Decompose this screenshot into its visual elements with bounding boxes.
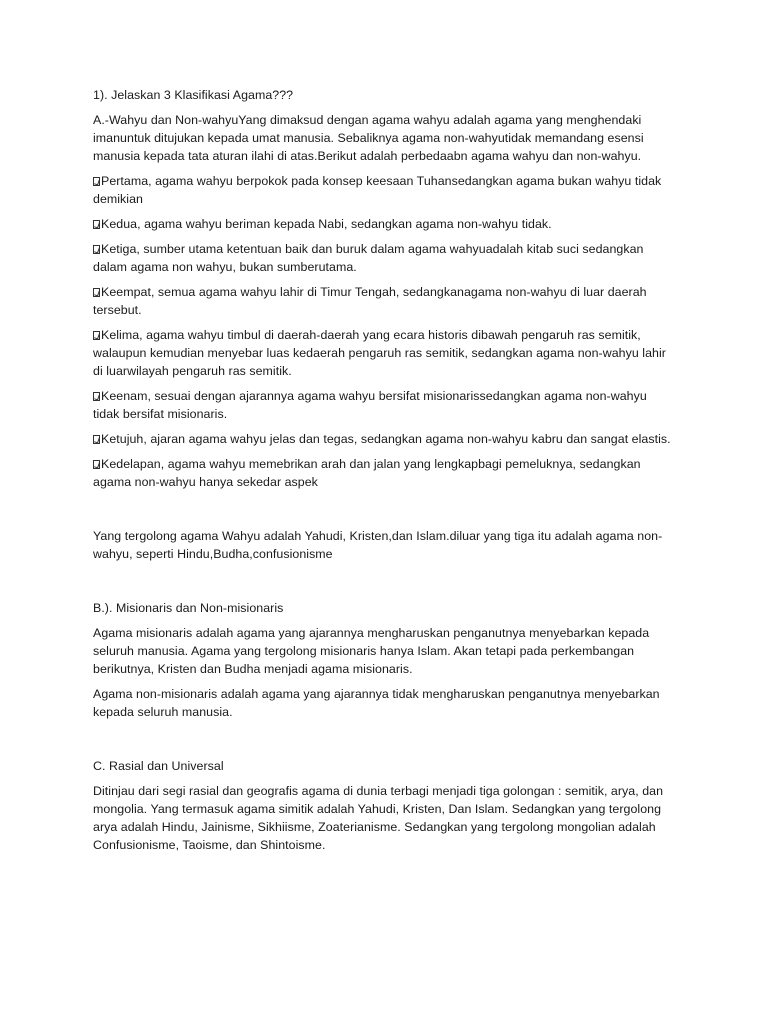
section-a-intro: A.-Wahyu dan Non-wahyuYang dimaksud dengan agama wahyu adalah agama yang menghendaki imanuntuk ditujukan kepada umat manusia. Sebaliknya agama non-wahyutidak memandang esensi manusia kepada tata aturan ilahi di atas.Berikut adalah perbedaabn agama wahyu dan non-wahyu.	[93, 113, 644, 163]
list-item: Ketujuh, ajaran agama wahyu jelas dan tegas, sedangkan agama non-wahyu kabru dan sangat elastis.	[93, 430, 673, 448]
document-body	[93, 86, 673, 861]
checkbox-bullet-icon	[93, 392, 100, 401]
list-item: Keempat, semua agama wahyu lahir di Timur Tengah, sedangkanagama non-wahyu di luar daerah tersebut.	[93, 285, 647, 317]
section-a-closing: Yang tergolong agama Wahyu adalah Yahudi, Kristen,dan Islam.diluar yang tiga itu adalah agama non-wahyu, seperti Hindu,Budha,confusionisme	[93, 529, 663, 561]
checkbox-bullet-icon	[93, 245, 100, 254]
section-b-heading: B.). Misionaris dan Non-misionaris	[93, 601, 284, 615]
list-item: Kedelapan, agama wahyu memebrikan arah dan jalan yang lengkapbagi pemeluknya, sedangkan agama non-wahyu hanya sekedar aspek	[93, 457, 641, 489]
list-item: Ketiga, sumber utama ketentuan baik dan buruk dalam agama wahyuadalah kitab suci sedangkan dalam agama non wahyu, bukan sumberutama.	[93, 242, 644, 274]
checkbox-bullet-icon	[93, 331, 100, 340]
section-b-paragraph-1: Agama misionaris adalah agama yang ajarannya mengharuskan penganutnya menyebarkan kepada seluruh manusia. Agama yang tergolong misionaris hanya Islam. Akan tetapi pada perkembangan berikutnya, Kristen dan Budha menjadi agama misionaris.	[93, 626, 650, 676]
list-item: Kedua, agama wahyu beriman kepada Nabi, sedangkan agama non-wahyu tidak.	[93, 215, 673, 233]
section-c-paragraph-1: Ditinjau dari segi rasial dan geografis agama di dunia terbagi menjadi tiga golongan : semitik, arya, dan mongolia. Yang termasuk agama simitik adalah Yahudi, Kristen, Dan Islam. Sedangkan yang tergolong arya adalah Hindu, Jainisme, Sikhiisme, Zoaterianisme. Sedangkan yang tergolong mongolian adalah Confusionisme, Taoisme, dan Shintoisme.	[93, 784, 664, 852]
checkbox-bullet-icon	[93, 435, 100, 444]
list-item: Kelima, agama wahyu timbul di daerah-daerah yang ecara historis dibawah pengaruh ras semitik, walaupun kemudian menyebar luas kedaerah pengaruh ras semitik, sedangkan agama non-wahyu lahir di luarwilayah pengaruh ras semitik.	[93, 328, 666, 378]
checkbox-bullet-icon	[93, 177, 100, 186]
checkbox-bullet-icon	[93, 220, 100, 229]
section-c-heading: C. Rasial dan Universal	[93, 759, 224, 773]
list-item: Pertama, agama wahyu berpokok pada konsep keesaan Tuhansedangkan agama bukan wahyu tidak demikian	[93, 174, 662, 206]
checkbox-bullet-icon	[93, 460, 100, 469]
list-item: Keenam, sesuai dengan ajarannya agama wahyu bersifat misionarissedangkan agama non-wahyu tidak bersifat misionaris.	[93, 389, 647, 421]
checkbox-bullet-icon	[93, 288, 100, 297]
section-b-paragraph-2: Agama non-misionaris adalah agama yang ajarannya tidak mengharuskan penganutnya menyebarkan kepada seluruh manusia.	[93, 687, 660, 719]
page-title: 1). Jelaskan 3 Klasifikasi Agama???	[93, 88, 294, 102]
